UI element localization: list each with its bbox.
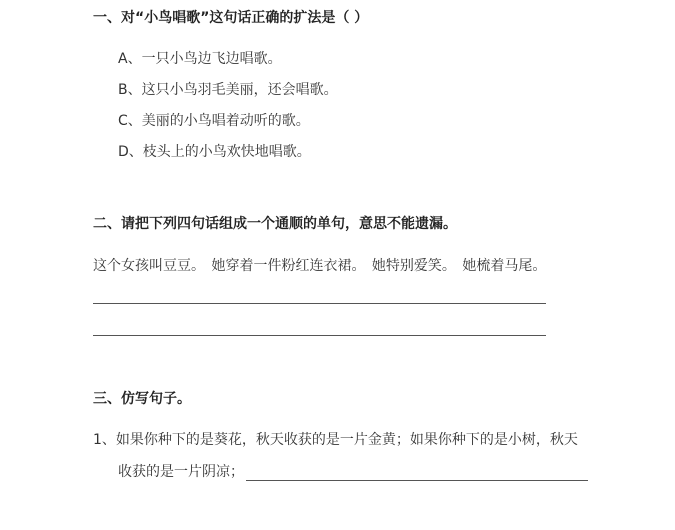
section2-heading: 二、请把下列四句话组成一个通顺的单句，意思不能遗漏。 [93,216,457,232]
option-a: A、一只小鸟边飞边唱歌。 [118,51,282,67]
option-b: B、这只小鸟羽毛美丽，还会唱歌。 [118,82,338,98]
section3-item1-line2: 收获的是一片阴凉； [118,464,244,480]
answer-line-2[interactable] [93,335,546,336]
option-d: D、枝头上的小鸟欢快地唱歌。 [118,144,311,160]
answer-line-1[interactable] [93,303,546,304]
section3-item1-line1: 1、如果你种下的是葵花，秋天收获的是一片金黄；如果你种下的是小树，秋天 [93,432,578,448]
option-c: C、美丽的小鸟唱着动听的歌。 [118,113,310,129]
section3-item1-line2-row [118,463,588,481]
answer-line-3[interactable] [246,468,588,481]
section1-heading: 一、对“小鸟唱歌”这句话正确的扩法是（ ） [93,10,369,26]
section2-sentences: 这个女孩叫豆豆。 她穿着一件粉红连衣裙。 她特别爱笑。 她梳着马尾。 [93,258,547,274]
section3-heading: 三、仿写句子。 [93,391,191,407]
